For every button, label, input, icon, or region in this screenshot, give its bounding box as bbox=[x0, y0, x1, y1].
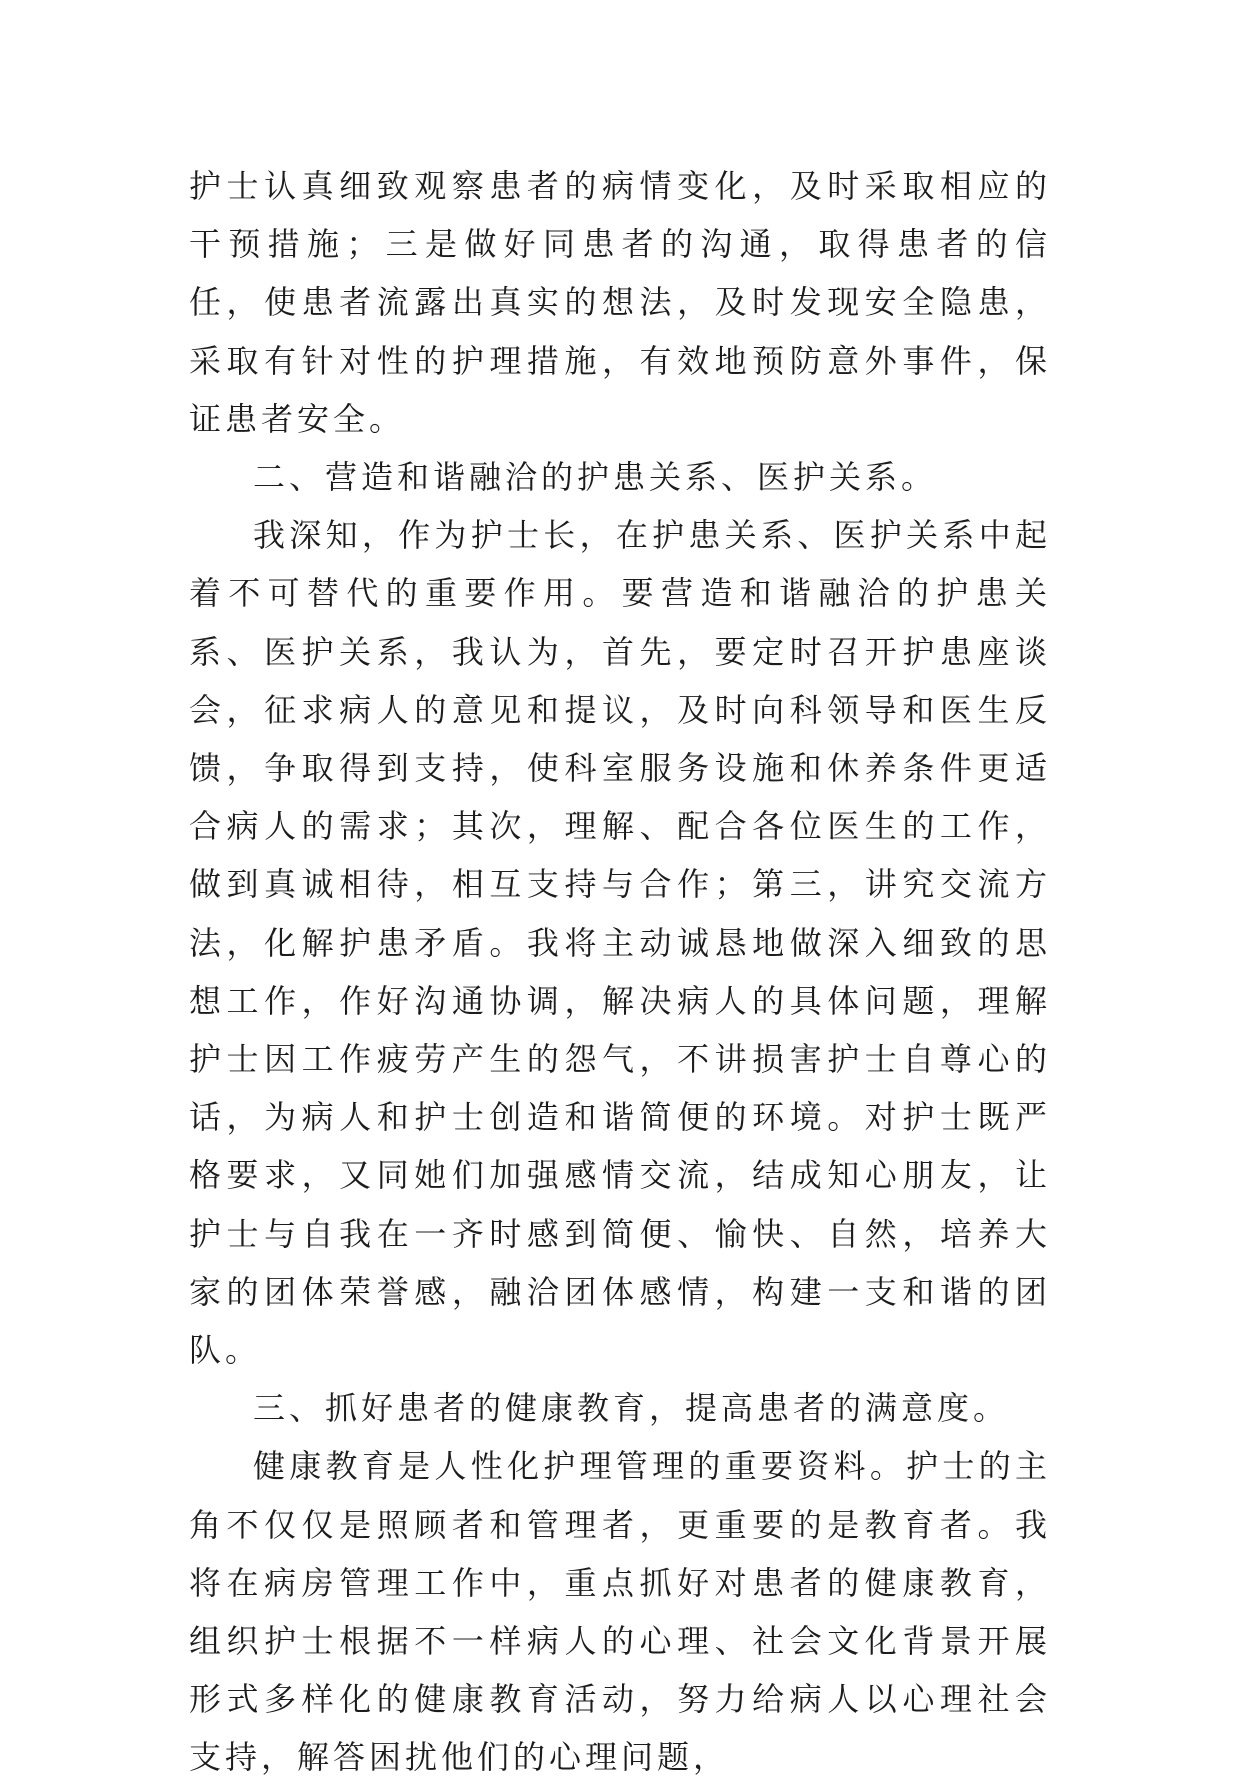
paragraph-health-education: 健康教育是人性化护理管理的重要资料。护士的主角不仅仅是照顾者和管理者，更重要的是教育者。我将在病房管理工作中，重点抓好对患者的健康教育，组织护士根据不一样病人的心理、社会文化背景开展形式多样化的健康教育活动，努力给病人以心理社会支持，解答困扰他们的心理问题， bbox=[189, 1447, 1051, 1777]
paragraph-nurse-relations: 我深知，作为护士长，在护患关系、医护关系中起着不可替代的重要作用。要营造和谐融洽的护患关系、医护关系，我认为，首先，要定时召开护患座谈会，征求病人的意见和提议，及时向科领导和医生反馈，争取得到支持，使科室服务设施和休养条件更适合病人的需求；其次，理解、配合各位医生的工作，做到真诚相待，相互支持与合作；第三，讲究交流方法，化解护患矛盾。我将主动诚恳地做深入细致的思想工作，作好沟通协调，解决病人的具体问题，理解护士因工作疲劳产生的怨气，不讲损害护士自尊心的话，为病人和护士创造和谐简便的环境。对护士既严格要求，又同她们加强感情交流，结成知心朋友，让护士与自我在一齐时感到简便、愉快、自然，培养大家的团体荣誉感，融洽团体感情，构建一支和谐的团队。 bbox=[189, 516, 1051, 1370]
section-heading-2: 二、营造和谐融洽的护患关系、医护关系。 bbox=[253, 458, 938, 497]
section-heading-3: 三、抓好患者的健康教育，提高患者的满意度。 bbox=[253, 1389, 1010, 1428]
paragraph-continuation: 护士认真细致观察患者的病情变化，及时采取相应的干预措施；三是做好同患者的沟通，取得患者的信任，使患者流露出真实的想法，及时发现安全隐患，采取有针对性的护理措施，有效地预防意外事件，保证患者安全。 bbox=[189, 167, 1051, 438]
document-body bbox=[189, 157, 1051, 1787]
